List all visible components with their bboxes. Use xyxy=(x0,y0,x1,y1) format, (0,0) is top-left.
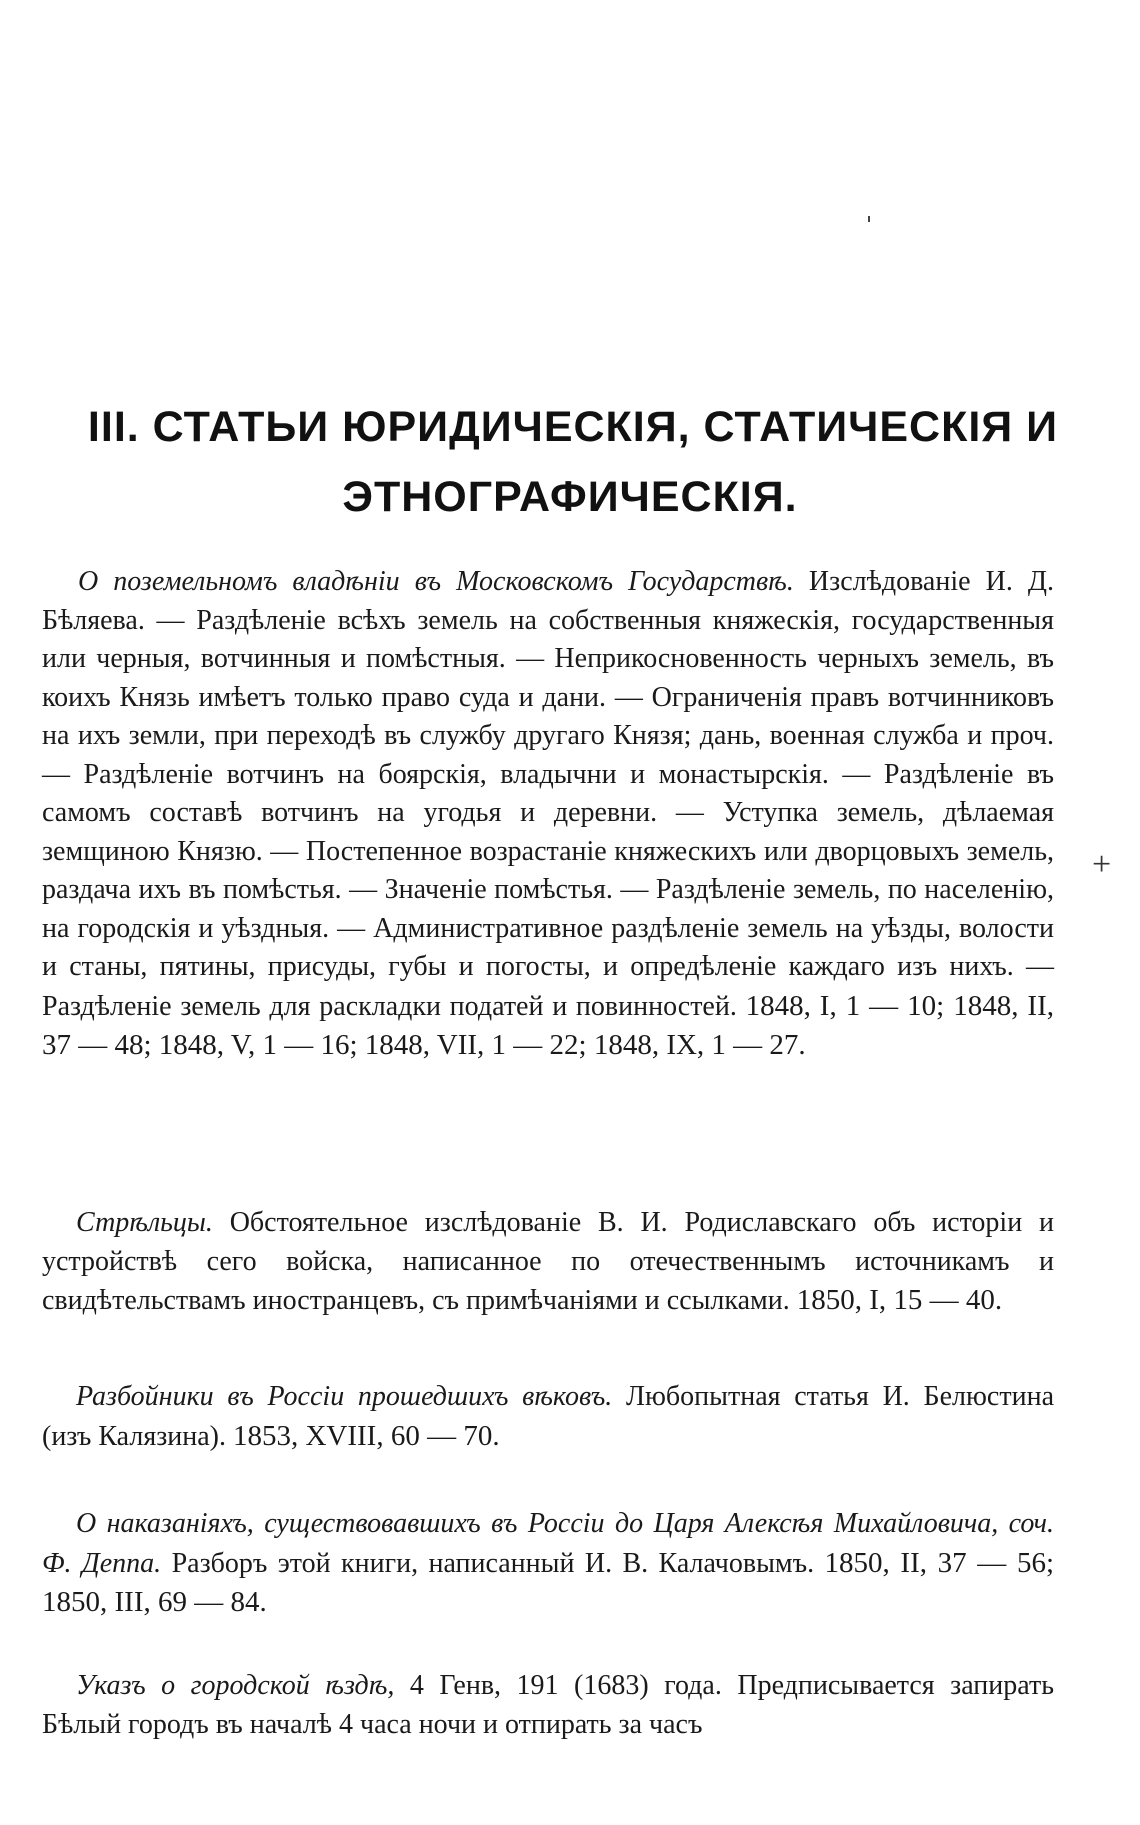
section-title xyxy=(0,392,1140,532)
bibliography-entry xyxy=(42,1378,1054,1456)
entry-references: 1850, I, 15 — 40. xyxy=(796,1284,1003,1316)
entry-references: 1848, I, 1 — 10; 1848, II, 37 — 48; 1848, V, 1 — 16; 1848, VII, 1 — 22; 1848, IX, 1 — 27. xyxy=(42,989,1054,1061)
entry-body: Изслѣдованіе И. Д. Бѣляева. — Раздѣленіе всѣхъ земель на собственныя княжескія, государственныя или черныя, вотчинныя и помѣстныя. — Неприкосновенность черныхъ земель, въ коихъ Князь имѣетъ только право суда и дани. — Ограниченія правъ вотчинниковъ на ихъ земли, при переходѣ въ службу другаго Князя; дань, военная служба и проч. — Раздѣленіе вотчинъ на боярскія, владычни и монастырскія. — Раздѣленіе въ самомъ составѣ вотчинъ на угодья и деревни. — Уступка земель, дѣлаемая земщиною Князю. — Постепенное возрастаніе княжескихъ или дворцовыхъ земель, раздача ихъ въ помѣстья. — Значеніе помѣстья. — Раздѣленіе земель, по населенію, на городскія и уѣздныя. — Административное раздѣленіе земель на уѣзды, волости и станы, пятины, присуды, губы и погосты, и опредѣленіе каждаго изъ нихъ. — Раздѣленіе земель для раскладки податей и повинностей. xyxy=(42,566,1054,1022)
entry-title: О поземельномъ владѣніи въ Московскомъ Государствѣ. xyxy=(78,566,794,597)
entry-body: Любопытная статья И. Белюстина (изъ Калязина). xyxy=(42,1381,1054,1452)
entry-body: 4 Генв, 191 (1683) года. Предписывается запирать Бѣлый городъ въ началѣ 4 часа ночи и отпирать за часъ xyxy=(42,1670,1054,1740)
section-title-line2: ЭТНОГРАФИЧЕСКІЯ. xyxy=(342,473,798,521)
bibliography-entry xyxy=(42,563,1054,1066)
entry-body: Разборъ этой книги, написанный И. В. Калачовымъ. xyxy=(161,1547,815,1579)
section-title-line1: III. СТАТЬИ ЮРИДИЧЕСКІЯ, СТАТИЧЕСКІЯ И xyxy=(87,403,1059,451)
bibliography-entry xyxy=(42,1204,1054,1321)
print-speck xyxy=(868,216,870,222)
entry-body: Обстоятельное изслѣдованіе В. И. Родиславскаго объ исторіи и устройствѣ сего войска, написанное по отечественнымъ источникамъ и свидѣтельствамъ иностранцевъ, съ примѣчаніями и ссылками. xyxy=(42,1207,1054,1316)
entry-title: Разбойники въ Россіи прошедшихъ вѣковъ. xyxy=(76,1381,613,1412)
entry-references: 1850, II, 37 — 56; 1850, III, 69 — 84. xyxy=(42,1546,1055,1618)
margin-mark: + xyxy=(1092,846,1112,883)
bibliography-entry xyxy=(42,1667,1054,1744)
entry-title: Указъ о городской ѣздѣ, xyxy=(76,1670,395,1701)
entry-title: Стрѣльцы. xyxy=(76,1207,213,1238)
bibliography-entry xyxy=(42,1505,1054,1623)
entry-references: 1853, XVIII, 60 — 70. xyxy=(232,1419,500,1452)
entry-title: О наказаніяхъ, существовавшихъ въ Россіи до Царя Алексѣя Михайловича, соч. Ф. Деппа. xyxy=(42,1508,1054,1579)
